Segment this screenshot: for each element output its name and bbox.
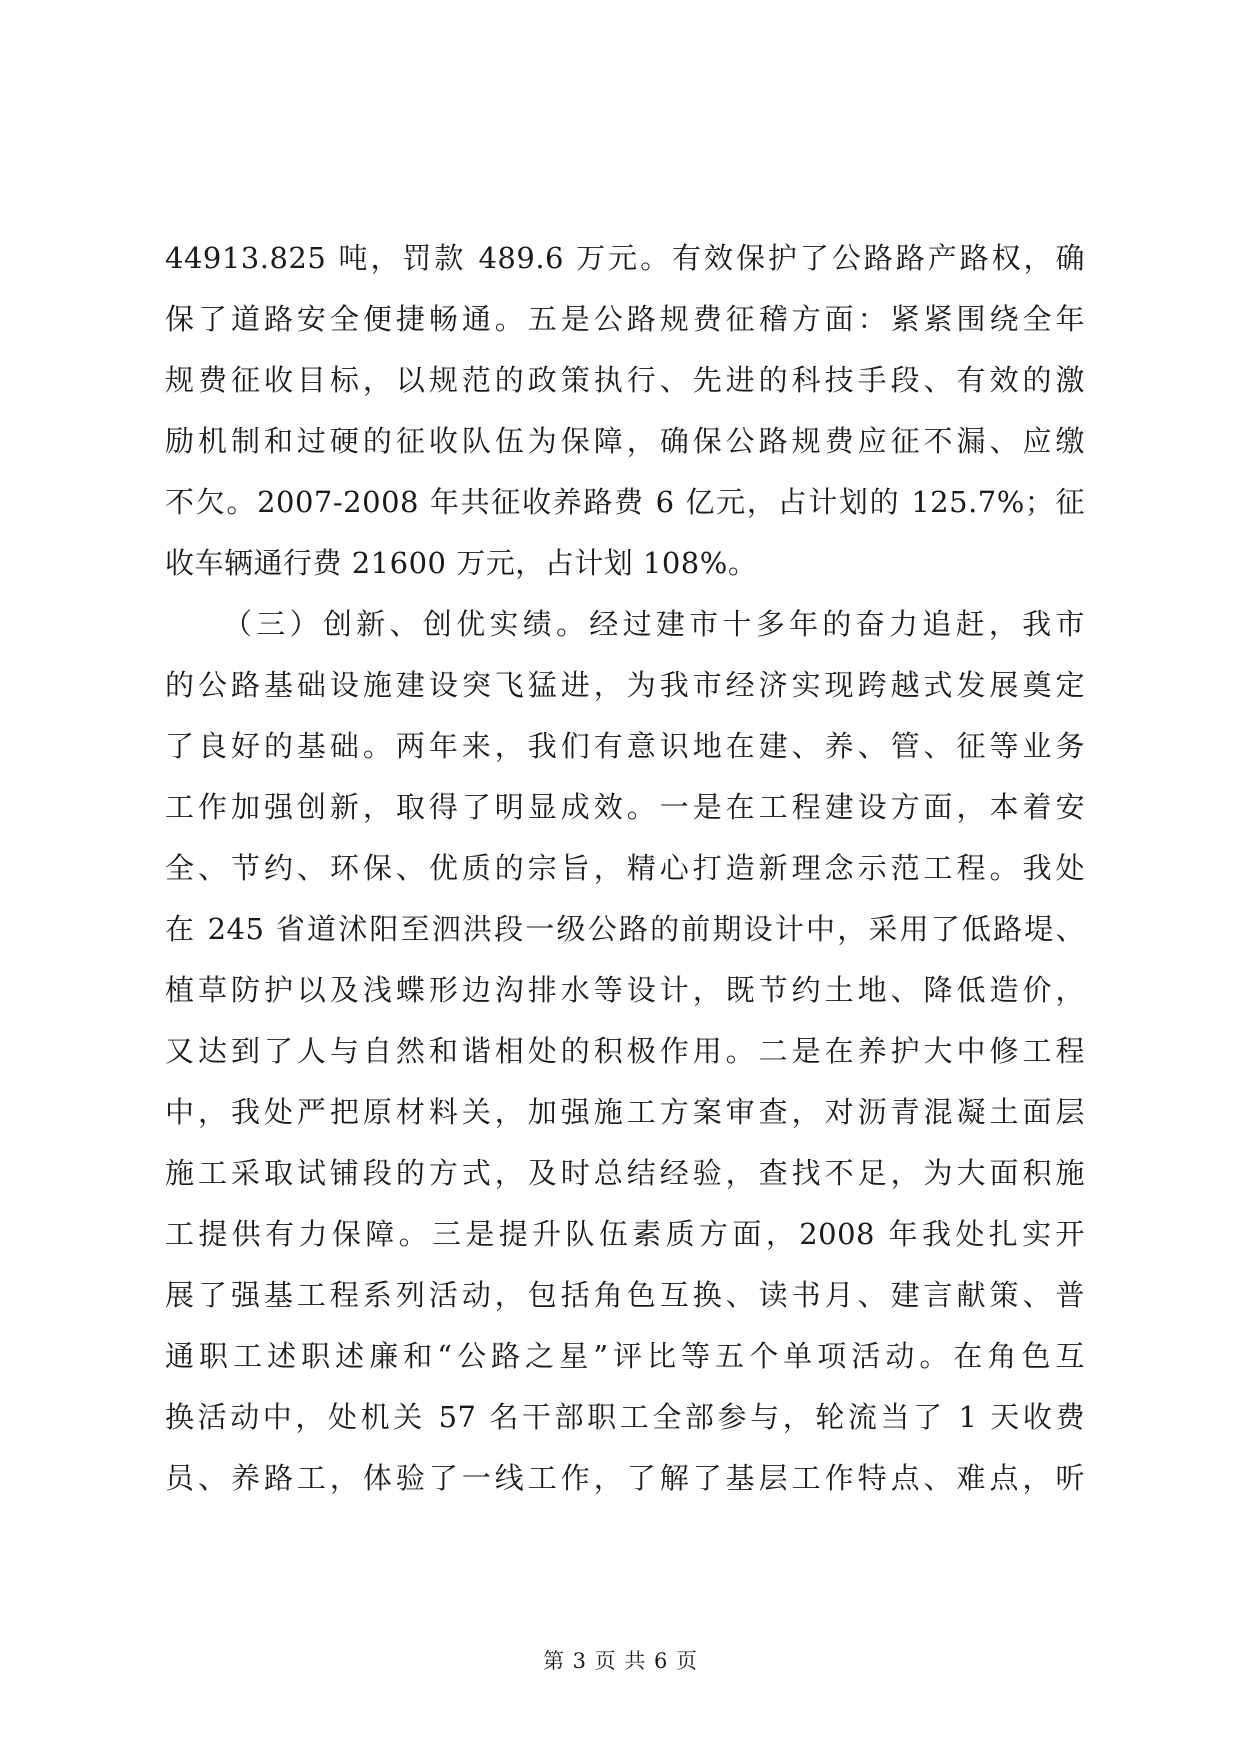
text-line: 换活动中，处机关 57 名干部职工全部参与，轮流当了 1 天收费: [165, 1400, 1085, 1434]
text-line: 了良好的基础。两年来，我们有意识地在建、养、管、征等业务: [165, 729, 1085, 763]
text-line: 植草防护以及浅蝶形边沟排水等设计，既节约土地、降低造价，: [165, 973, 1085, 1007]
text-line: 全、节约、环保、优质的宗旨，精心打造新理念示范工程。我处: [165, 851, 1085, 885]
text-line: 在 245 省道沭阳至泗洪段一级公路的前期设计中，采用了低路堤、: [165, 912, 1085, 946]
text-line: 施工采取试铺段的方式，及时总结经验，查找不足，为大面积施: [165, 1156, 1085, 1190]
text-line: 不欠。2007-2008 年共征收养路费 6 亿元，占计划的 125.7%；征: [165, 485, 1085, 519]
paragraph-first-line: （三）创新、创优实绩。经过建市十多年的奋力追赶，我市: [223, 607, 1085, 641]
body-text: [165, 228, 1085, 1509]
text-line: 44913.825 吨，罚款 489.6 万元。有效保护了公路路产路权，确: [165, 241, 1085, 275]
text-line: 又达到了人与自然和谐相处的积极作用。二是在养护大中修工程: [165, 1034, 1085, 1068]
text-line: 规费征收目标，以规范的政策执行、先进的科技手段、有效的激: [165, 363, 1085, 397]
text-line: 工提供有力保障。三是提升队伍素质方面，2008 年我处扎实开: [165, 1217, 1085, 1251]
text-line: 中，我处严把原材料关，加强施工方案审查，对沥青混凝土面层: [165, 1095, 1085, 1129]
text-line: 通职工述职述廉和“公路之星”评比等五个单项活动。在角色互: [165, 1339, 1085, 1373]
text-line: 员、养路工，体验了一线工作，了解了基层工作特点、难点，听: [165, 1461, 1085, 1495]
text-line: 展了强基工程系列活动，包括角色互换、读书月、建言献策、普: [165, 1278, 1085, 1312]
text-line: 的公路基础设施建设突飞猛进，为我市经济实现跨越式发展奠定: [165, 668, 1085, 702]
text-line: 保了道路安全便捷畅通。五是公路规费征稽方面：紧紧围绕全年: [165, 302, 1085, 336]
text-line: 工作加强创新，取得了明显成效。一是在工程建设方面，本着安: [165, 790, 1085, 824]
text-line: 励机制和过硬的征收队伍为保障，确保公路规费应征不漏、应缴: [165, 424, 1085, 458]
page-number-footer: 第 3 页 共 6 页: [542, 1649, 699, 1673]
text-line: 收车辆通行费 21600 万元，占计划 108%。: [165, 546, 758, 580]
